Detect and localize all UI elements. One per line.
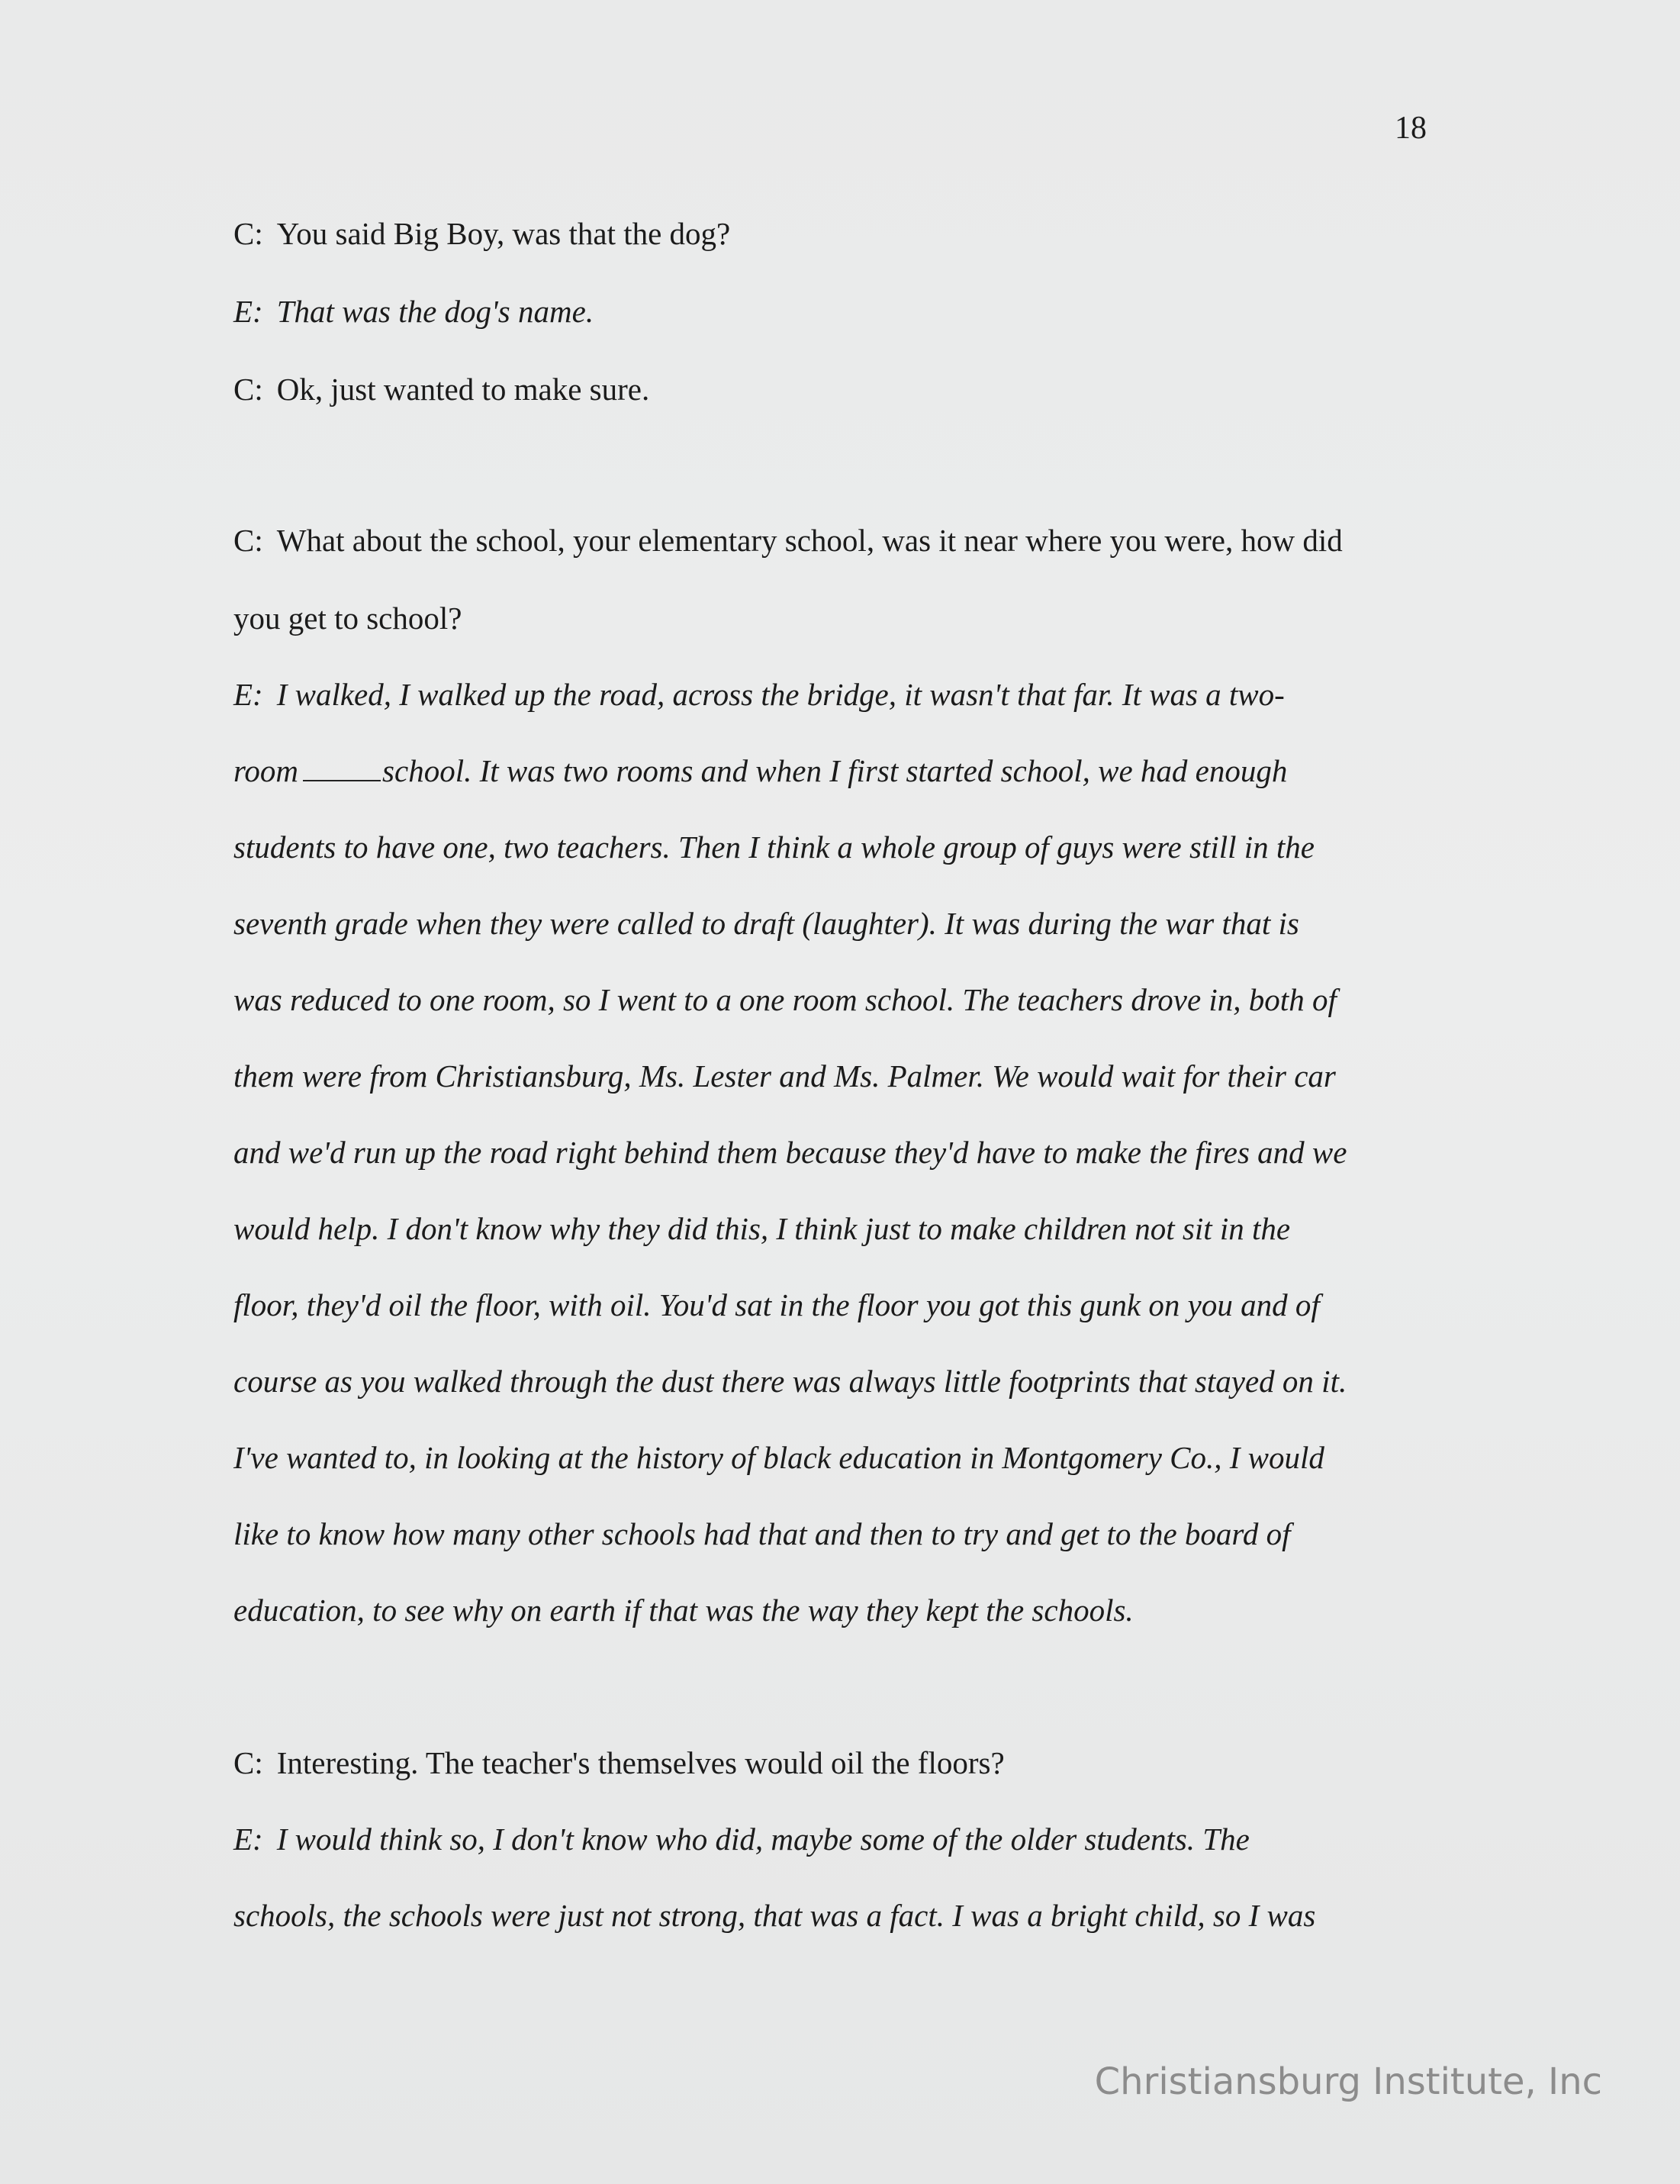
speaker-label: E: xyxy=(233,1822,263,1857)
line-text: seventh grade when they were called to draft (laughter). It was during the war that is xyxy=(233,906,1299,941)
transcript-line xyxy=(233,1284,1454,1326)
transcript-line xyxy=(233,673,1454,716)
transcript-line xyxy=(233,1512,1454,1555)
line-text: would help. I don't know why they did this, I think just to make children not sit in the xyxy=(233,1211,1291,1246)
line-text: Interesting. The teacher's themselves would oil the floors? xyxy=(276,1745,1005,1780)
speaker-label: E: xyxy=(233,294,263,329)
page-number: 18 xyxy=(1395,111,1427,146)
speaker-label: C: xyxy=(233,372,263,407)
line-text: I would think so, I don't know who did, maybe some of the older students. The xyxy=(276,1822,1250,1857)
transcript-line xyxy=(233,212,1454,255)
line-text: What about the school, your elementary school, was it near where you were, how did xyxy=(276,523,1343,558)
line-text: you get to school? xyxy=(233,601,462,636)
line-text: Ok, just wanted to make sure. xyxy=(276,372,650,407)
speaker-label: C: xyxy=(233,523,263,558)
transcript-line xyxy=(233,519,1454,562)
line-text: I've wanted to, in looking at the history of black education in Montgomery Co., I would xyxy=(233,1440,1324,1475)
line-text: floor, they'd oil the floor, with oil. You'd sat in the floor you got this gunk on you and of xyxy=(233,1287,1320,1322)
line-text: I walked, I walked up the road, across the bridge, it wasn't that far. It was a two- xyxy=(276,677,1285,712)
transcript-line xyxy=(233,1360,1454,1403)
line-text: was reduced to one room, so I went to a one room school. The teachers drove in, both of xyxy=(233,982,1337,1017)
line-text: students to have one, two teachers. Then I think a whole group of guys were still in the xyxy=(233,829,1315,865)
line-text: and we'd run up the road right behind them because they'd have to make the fires and we xyxy=(233,1135,1347,1170)
transcript-line xyxy=(233,826,1454,868)
line-text: them were from Christiansburg, Ms. Lester and Ms. Palmer. We would wait for their car xyxy=(233,1058,1336,1094)
line-text: That was the dog's name. xyxy=(276,294,594,329)
transcript-line xyxy=(233,1741,1454,1784)
speaker-label: E: xyxy=(233,677,263,712)
speaker-label: C: xyxy=(233,216,263,251)
transcript-line xyxy=(233,749,1454,792)
transcript-line xyxy=(233,902,1454,945)
line-text: You said Big Boy, was that the dog? xyxy=(276,216,731,251)
transcript-line xyxy=(233,368,1454,411)
line-text: school. It was two rooms and when I first started school, we had enough xyxy=(382,753,1288,788)
transcript-line xyxy=(233,1894,1454,1937)
line-text: like to know how many other schools had that and then to try and get to the board of xyxy=(233,1516,1291,1551)
transcript-line xyxy=(233,1055,1454,1097)
transcript-line xyxy=(233,1436,1454,1479)
blank-underline xyxy=(303,755,381,781)
line-text: course as you walked through the dust there was always little footprints that stayed on it. xyxy=(233,1364,1347,1399)
transcript-line xyxy=(233,1589,1454,1632)
transcript-line xyxy=(233,1131,1454,1174)
transcript-line xyxy=(233,1207,1454,1250)
line-text: education, to see why on earth if that was the way they kept the schools. xyxy=(233,1593,1134,1628)
watermark: Christiansburg Institute, Inc xyxy=(1094,2060,1602,2103)
transcript-line xyxy=(233,597,1454,639)
line-text: schools, the schools were just not strong, that was a fact. I was a bright child, so I was xyxy=(233,1898,1316,1933)
transcript-line xyxy=(233,978,1454,1021)
transcript-line xyxy=(233,290,1454,333)
speaker-label: C: xyxy=(233,1745,263,1780)
line-text: room xyxy=(233,753,299,788)
transcript-line xyxy=(233,1818,1454,1860)
